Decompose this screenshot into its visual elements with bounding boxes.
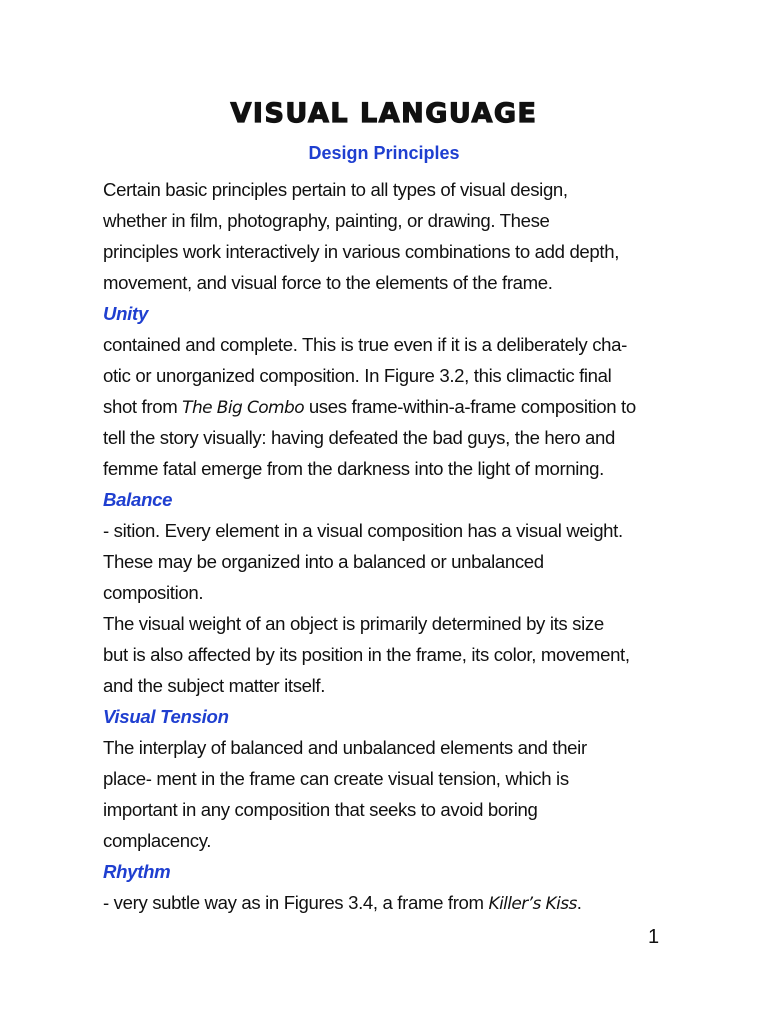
visual-tension-paragraph [103, 732, 683, 856]
paragraph-line: contained and complete. This is true even if it is a deliberately cha- [103, 334, 627, 355]
paragraph-line: tell the story visually: having defeated the bad guys, the hero and [103, 427, 615, 448]
text-run: shot from [103, 396, 183, 417]
section-heading-balance: Balance [103, 489, 173, 510]
paragraph-line: and the subject matter itself. [103, 675, 326, 696]
section-heading-rhythm: Rhythm [103, 861, 171, 882]
balance-paragraph [103, 515, 683, 701]
text-run: - very subtle way as in Figures 3.4, a frame from [103, 892, 489, 913]
text-run: . [576, 892, 582, 913]
paragraph-line: - sition. Every element in a visual composition has a visual weight. [103, 520, 623, 541]
section-heading-visual-tension: Visual Tension [103, 706, 229, 727]
paragraph-line: complacency. [103, 830, 212, 851]
unity-paragraph [103, 329, 683, 484]
paragraph-line: whether in film, photography, painting, or drawing. These [103, 210, 550, 231]
paragraph-line: composition. [103, 582, 204, 603]
paragraph-line [103, 391, 683, 422]
rhythm-paragraph [103, 887, 683, 918]
text-run: uses frame-within-a-frame composition to [304, 396, 636, 417]
page-title: VISUAL LANGUAGE [230, 98, 538, 129]
paragraph-line: Certain basic principles pertain to all types of visual design, [103, 179, 568, 200]
paragraph-line: principles work interactively in various combinations to add depth, [103, 241, 620, 262]
paragraph-line: place- ment in the frame can create visual tension, which is [103, 768, 569, 789]
paragraph-line: femme fatal emerge from the darkness into the light of morning. [103, 458, 604, 479]
paragraph-line: but is also affected by its position in the frame, its color, movement, [103, 644, 630, 665]
section-heading-unity: Unity [103, 303, 148, 324]
intro-paragraph [103, 174, 683, 298]
paragraph-line: otic or unorganized composition. In Figure 3.2, this climactic final [103, 365, 612, 386]
page-subtitle: Design Principles [308, 143, 460, 163]
paragraph-line: movement, and visual force to the elements of the frame. [103, 272, 553, 293]
paragraph-line: The visual weight of an object is primarily determined by its size [103, 613, 604, 634]
paragraph-line: important in any composition that seeks to avoid boring [103, 799, 538, 820]
document-body [103, 174, 683, 918]
film-title-killers-kiss: Killer’s Kiss [488, 894, 577, 914]
film-title-the-big-combo: The Big Combo [182, 398, 304, 418]
paragraph-line: These may be organized into a balanced or unbalanced [103, 551, 544, 572]
paragraph-line: The interplay of balanced and unbalanced elements and their [103, 737, 587, 758]
page-number: 1 [648, 926, 660, 948]
paragraph-line [103, 887, 683, 918]
